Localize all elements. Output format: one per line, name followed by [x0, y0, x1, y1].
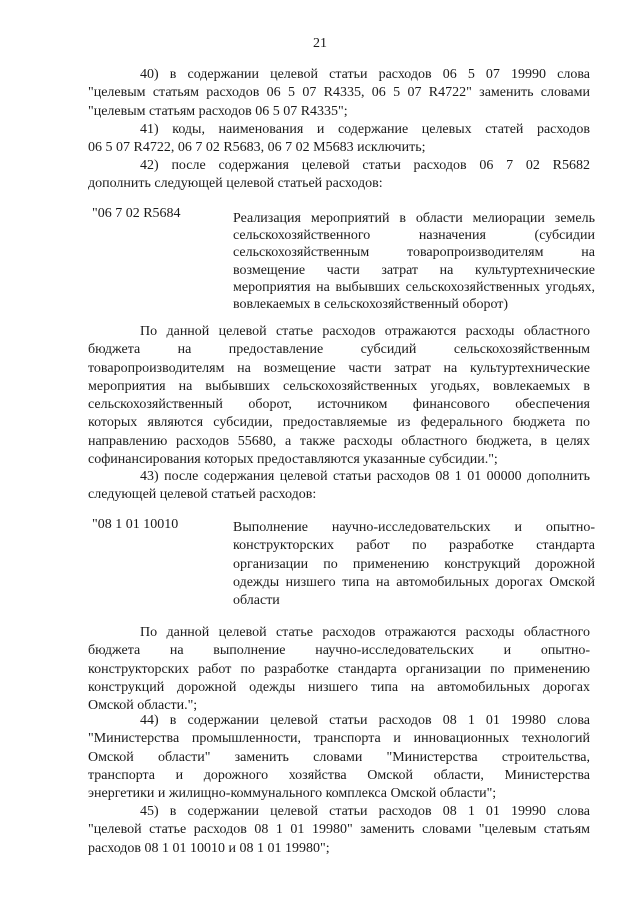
item-40: [88, 66, 590, 121]
entry-description-1: [233, 210, 595, 313]
entry-2-line-3: организации по применению конструкций дорожной: [233, 556, 595, 572]
paragraph-2: [88, 624, 590, 715]
item-44-line-3: Омской области" заменить словами "Министерства строительства,: [88, 749, 590, 765]
entry-2-line-4: одежды низшего типа на автомобильных дорогах Омской: [233, 574, 595, 590]
paragraph-1-line-6: которых являются субсидии, предоставляемые из федерального бюджета по: [88, 415, 590, 431]
item-42-line-2: дополнить следующей целевой статьей расходов:: [88, 176, 383, 192]
paragraph-1-line-3: товаропроизводителям на возмещение части затрат на культуртехнические: [88, 360, 590, 376]
item-42: [88, 157, 590, 194]
item-44-line-5: энергетики и жилищно-коммунального комплекса Омской области";: [88, 786, 497, 802]
item-45: [88, 803, 590, 858]
item-45-line-3: расходов 08 1 01 10010 и 08 1 01 19980";: [88, 840, 330, 856]
paragraph-1-line-5: сельскохозяйственный оборот, источником финансового обеспечения: [88, 397, 590, 413]
paragraph-1-line-1: По данной целевой статье расходов отражаются расходы областного: [140, 324, 590, 339]
paragraph-2-line-4: конструкций дорожной одежды низшего типа на автомобильных дорогах: [88, 679, 590, 695]
item-45-line-1: 45) в содержании целевой статьи расходов 08 1 01 19990 слова: [140, 804, 590, 819]
item-43-line-1: 43) после содержания целевой статьи расходов 08 1 01 00000 дополнить: [140, 469, 590, 484]
item-40-line-2: "целевым статьям расходов 06 5 07 R4335, 06 5 07 R4722" заменить словами: [88, 85, 590, 101]
paragraph-1-line-8: софинансирования которых предоставляются указанные субсидии.";: [88, 452, 498, 468]
item-40-line-1: 40) в содержании целевой статьи расходов 06 5 07 19990 слова: [140, 67, 590, 82]
entry-1-line-1: Реализация мероприятий в области мелиорации земель: [233, 211, 595, 226]
item-42-line-1: 42) после содержания целевой статьи расходов 06 7 02 R5682: [140, 158, 590, 173]
item-44: [88, 712, 590, 803]
paragraph-2-line-5: Омской области.";: [88, 698, 198, 714]
entry-1-line-3: сельскохозяйственным товаропроизводителям на: [233, 245, 595, 261]
item-44-line-4: транспорта и дорожного хозяйства Омской области, Министерства: [88, 767, 590, 783]
paragraph-1-line-7: направлению расходов 55680, а также расходы областного бюджета, в целях: [88, 433, 590, 449]
paragraph-2-line-3: конструкторских работ по разработке стандарта организации по применению: [88, 661, 590, 677]
item-43-line-2: следующей целевой статьей расходов:: [88, 487, 317, 503]
entry-2-line-2: конструкторских работ по разработке стандарта: [233, 538, 595, 554]
paragraph-1: [88, 323, 590, 469]
page-number: 21: [313, 36, 327, 51]
paragraph-1-line-4: мероприятия на выбывших сельскохозяйственных угодьях, вовлекаемых в: [88, 378, 590, 394]
item-40-line-3: "целевым статьям расходов 06 5 07 R4335";: [88, 103, 348, 119]
entry-code-1: "06 7 02 R5684: [92, 206, 181, 221]
item-45-line-2: "целевой статье расходов 08 1 01 19980" заменить словами "целевым статьям: [88, 822, 590, 838]
item-44-line-2: "Министерства промышленности, транспорта и инновационных технологий: [88, 731, 590, 747]
entry-2-line-5: области: [233, 593, 280, 609]
entry-1-line-5: мероприятия на выбывших сельскохозяйственных угодьях,: [233, 279, 595, 295]
paragraph-2-line-2: бюджета на выполнение научно-исследовательских и опытно-: [88, 643, 590, 659]
item-41: [88, 121, 590, 158]
paragraph-2-line-1: По данной целевой статье расходов отражаются расходы областного: [140, 625, 590, 640]
entry-2-line-1: Выполнение научно-исследовательских и опытно-: [233, 520, 595, 535]
item-43: [88, 468, 590, 505]
entry-1-line-4: возмещение части затрат на культуртехнические: [233, 262, 595, 278]
entry-1-line-6: вовлекаемых в сельскохозяйственный оборот): [233, 297, 509, 313]
entry-code-2: "08 1 01 10010: [92, 517, 179, 532]
item-44-line-1: 44) в содержании целевой статьи расходов 08 1 01 19980 слова: [140, 713, 590, 728]
paragraph-1-line-2: бюджета на предоставление субсидий сельскохозяйственным: [88, 342, 590, 358]
item-41-line-2: 06 5 07 R4722, 06 7 02 R5683, 06 7 02 M5683 исключить;: [88, 140, 426, 156]
entry-1-line-2: сельскохозяйственного назначения (субсидии: [233, 228, 595, 244]
entry-description-2: [233, 519, 595, 610]
item-41-line-1: 41) коды, наименования и содержание целевых статей расходов: [140, 122, 590, 137]
